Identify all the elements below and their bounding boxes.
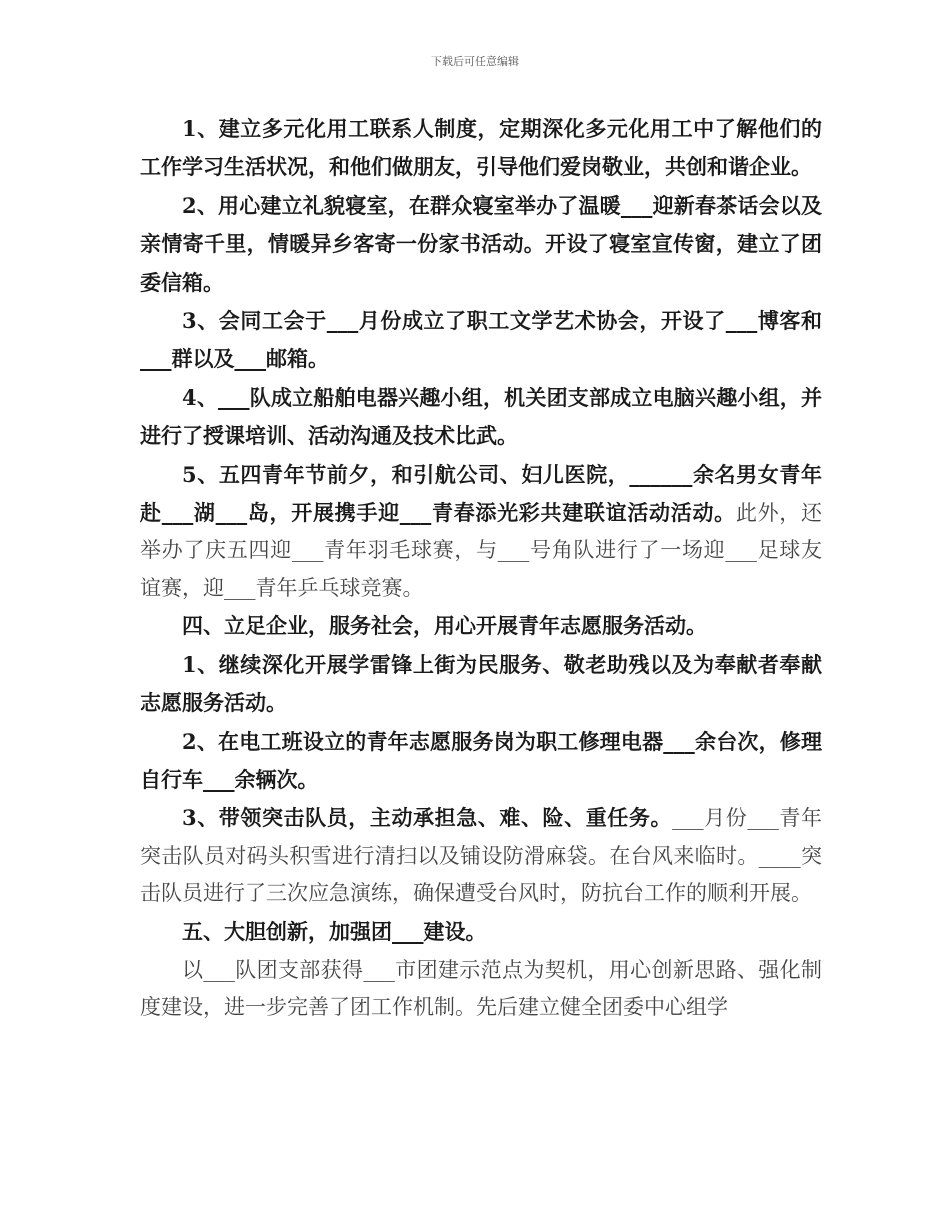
section-heading [140,913,822,951]
paragraph-bold-text: 3、会同工会于___月份成立了职工文学艺术协会，开设了___博客和___群以及___邮箱。 [140,308,822,372]
paragraph [140,799,822,912]
paragraph-bold-text: 四、立足企业，服务社会，用心开展青年志愿服务活动。 [182,613,707,639]
paragraph-regular-text: 以___队团支部获得___市团建示范点为契机，用心创新思路、强化制度建设，进一步完善了团工作机制。先后建立健全团委中心组学 [140,957,822,1020]
section-heading [140,607,822,645]
document-body [140,110,822,1027]
paragraph-regular-text: ___月份___青年突击队员对码头积雪进行清扫以及铺设防滑麻袋。在台风来临时。____突击队员进行了三次应急演练，确保遭受台风时，防抗台工作的顺利开展。 [140,806,822,906]
paragraph-bold-text: 4、___队成立船舶电器兴趣小组，机关团支部成立电脑兴趣小组，并进行了授课培训、活动沟通及技术比武。 [140,384,822,449]
paragraph [140,110,822,187]
paragraph [140,646,822,723]
paragraph-bold-text: 3、带领突击队员，主动承担急、难、险、重任务。 [182,805,673,831]
paragraph [140,379,822,456]
paragraph [140,187,822,302]
paragraph-bold-text: 5、五四青年节前夕，和引航公司、妇儿医院，______余名男女青年赴___湖___岛，开展携手迎___青春添光彩共建联谊活动活动。 [140,461,822,526]
paragraph-bold-text: 五、大胆创新，加强团___建设。 [182,918,487,944]
paragraph-bold-text: 1、建立多元化用工联系人制度，定期深化多元化用工中了解他们的工作学习生活状况，和他们做朋友，引导他们爱岗敬业，共创和谐企业。 [140,116,822,180]
paragraph [140,951,822,1027]
paragraph [140,456,822,608]
paragraph-bold-text: 2、用心建立礼貌寝室，在群众寝室举办了温暖___迎新春茶话会以及亲情寄千里，情暖异乡客寄一份家书活动。开设了寝室宣传窗，建立了团委信箱。 [140,192,822,295]
paragraph-bold-text: 2、在电工班设立的青年志愿服务岗为职工修理电器___余台次，修理自行车___余辆次。 [140,728,822,792]
page-header: 下载后可任意编辑 [431,55,519,68]
paragraph-bold-text: 1、继续深化开展学雷锋上街为民服务、敬老助残以及为奉献者奉献志愿服务活动。 [140,651,822,716]
paragraph [140,723,822,800]
paragraph [140,302,822,379]
paragraph-regular-text: 此外，还举办了庆五四迎___青年羽毛球赛，与___号角队进行了一场迎___足球友谊赛，迎___青年乒乓球竞赛。 [140,501,823,600]
